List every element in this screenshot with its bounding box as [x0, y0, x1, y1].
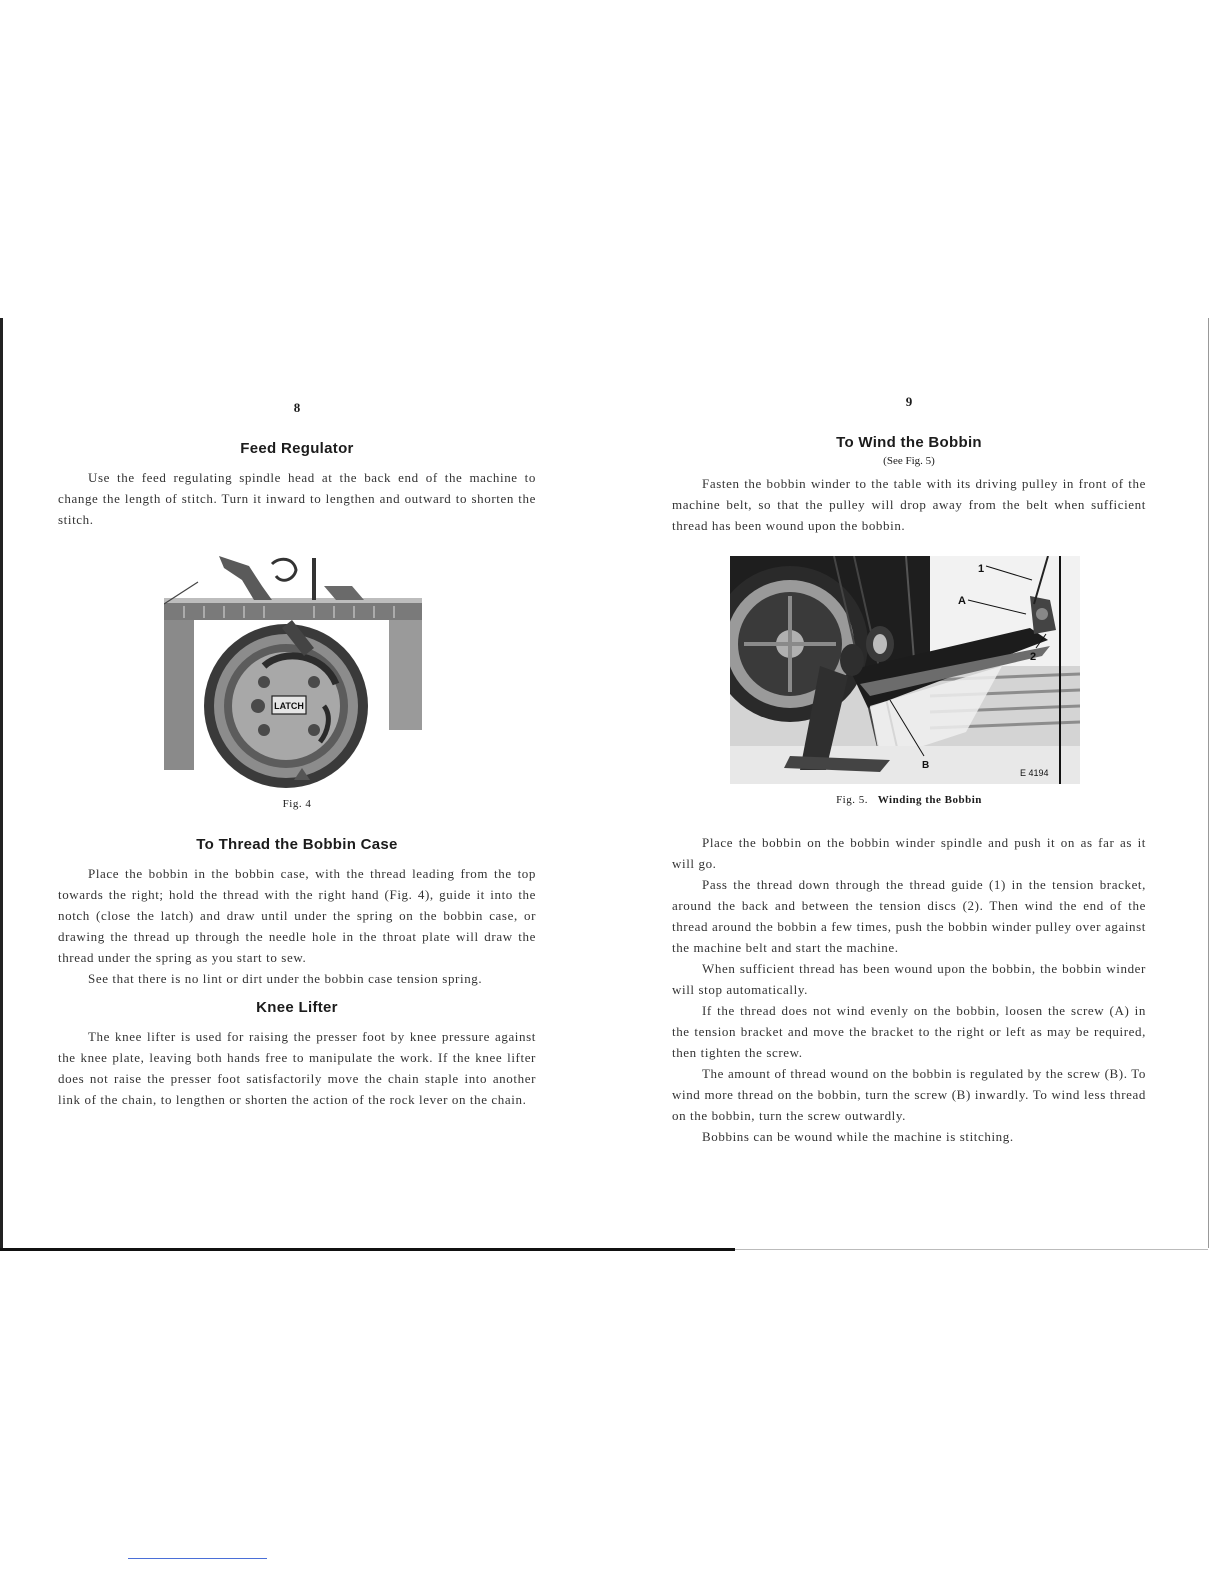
fig4-caption: Fig. 4: [282, 798, 312, 810]
heading-thread-bobbin-case: To Thread the Bobbin Case: [196, 836, 398, 853]
scan-bottom-edge: [0, 1248, 735, 1251]
winding-paragraph-6: Bobbins can be wound while the machine is stitching.: [702, 1129, 1014, 1144]
page-number-left: 8: [293, 400, 301, 415]
heading-wind-bobbin: To Wind the Bobbin: [836, 434, 982, 451]
fig5-label-1: 1: [978, 563, 985, 575]
see-fig-5-note: (See Fig. 5): [883, 455, 935, 467]
left-page: [58, 400, 536, 1110]
wind-bobbin-paragraph: Fasten the bobbin winder to the table with its driving pulley in front of the machine belt, so that the pulley will drop away from the belt when sufficient thread has been wound upon the bobbin.: [672, 476, 1146, 533]
scan-left-edge: [0, 318, 3, 1248]
winding-paragraph-2: Pass the thread down through the thread guide (1) in the tension bracket, around the back and between the tension discs (2). Then wind the end of the thread around the bobbin a few times, push the bobbin winder pulley over against the machine belt and start the machine.: [672, 877, 1146, 955]
page-number-right: 9: [905, 394, 913, 409]
footer-link-underline: [128, 1558, 267, 1559]
fig5-caption-title: Winding the Bobbin: [877, 794, 982, 806]
scan-right-edge: [1208, 318, 1209, 1248]
thread-bobbin-case-paragraph-1: Place the bobbin in the bobbin case, with the thread leading from the top towards the right; hold the thread with the right hand (Fig. 4), guide it into the notch (close the latch) and draw until under the spring on the bobbin case, or drawing the thread up through the needle hole in the throat plate will draw the thread under the spring as you start to sew.: [58, 866, 536, 965]
fig4-bobbin-case-illustration: [164, 556, 430, 788]
fig5-label-b: B: [922, 760, 930, 771]
fig5-label-2: 2: [1030, 651, 1037, 663]
knee-lifter-paragraph: The knee lifter is used for raising the presser foot by knee pressure against the knee plate, leaving both hands free to manipulate the work. If the knee lifter does not raise the presser foot satisfactorily move the chain staple into another link of the chain, to lengthen or shorten the action of the rock lever on the chain.: [58, 1029, 536, 1107]
scan-bottom-edge-faint: [735, 1249, 1208, 1250]
fig5-code: E 4194: [1020, 768, 1049, 778]
fig5-caption: [672, 794, 1146, 806]
winding-paragraph-5: The amount of thread wound on the bobbin is regulated by the screw (B). To wind more thread on the bobbin, turn the screw (B) inwardly. To wind less thread on the bobbin, turn the screw outwardly.: [672, 1066, 1146, 1123]
feed-regulator-paragraph: Use the feed regulating spindle head at the back end of the machine to change the length of stitch. Turn it inward to lengthen and outward to shorten the stitch.: [58, 470, 536, 527]
winding-paragraph-1: Place the bobbin on the bobbin winder spindle and push it on as far as it will go.: [672, 835, 1146, 871]
right-page: [672, 394, 1146, 1147]
winding-paragraph-3: When sufficient thread has been wound upon the bobbin, the bobbin winder will stop automatically.: [672, 961, 1146, 997]
winding-paragraph-4: If the thread does not wind evenly on the bobbin, loosen the screw (A) in the tension bracket and move the bracket to the right or left as may be required, then tighten the screw.: [672, 1003, 1146, 1060]
heading-feed-regulator: Feed Regulator: [240, 440, 354, 457]
heading-knee-lifter: Knee Lifter: [256, 999, 338, 1016]
fig4-latch-label: LATCH: [274, 701, 304, 711]
thread-bobbin-case-paragraph-2: See that there is no lint or dirt under the bobbin case tension spring.: [88, 971, 483, 986]
fig5-label-a: A: [958, 595, 966, 607]
fig5-caption-prefix: Fig. 5.: [836, 794, 868, 806]
fig5-bobbin-winder-photo: [730, 556, 1080, 784]
